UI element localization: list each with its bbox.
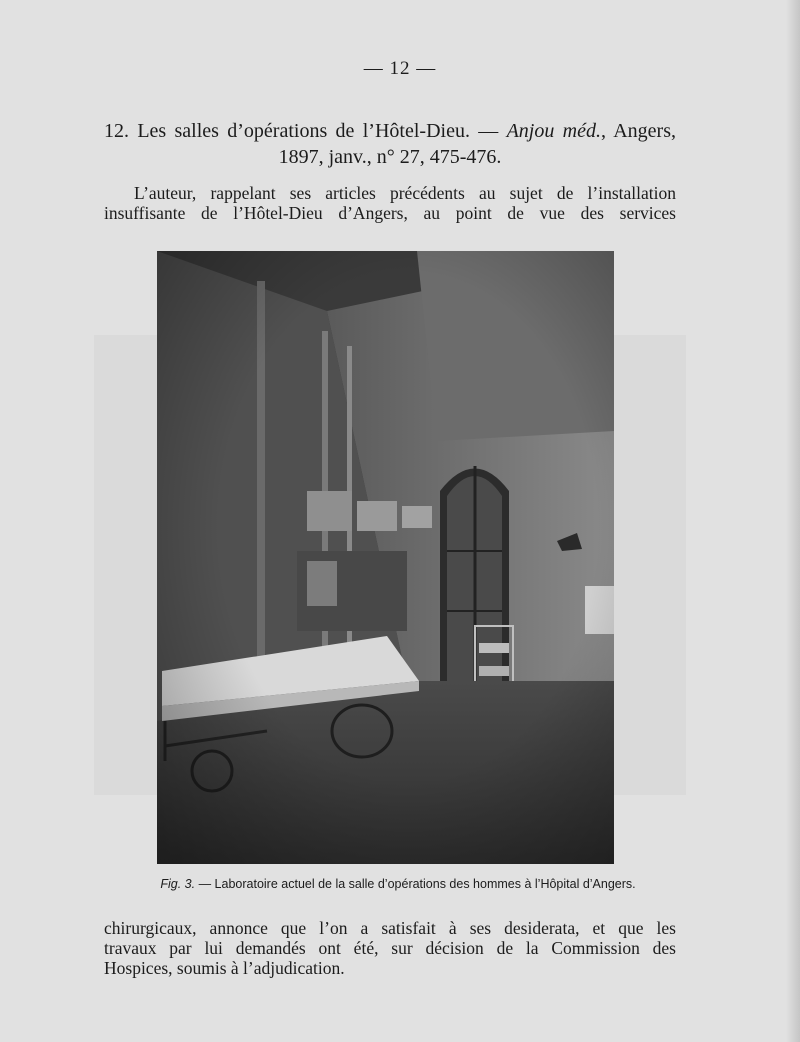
summary-paragraph	[104, 183, 676, 223]
paragraph-line: L’auteur, rappelant ses articles précédents au sujet de l’installation	[134, 183, 676, 203]
page-number: — 12 —	[363, 58, 437, 79]
figure-label: Fig. 3.	[160, 877, 196, 891]
continuation-paragraph	[104, 918, 676, 978]
bleed-through-left	[94, 335, 158, 795]
title-citation: 1897, janv., n° 27, 475-476.	[278, 146, 502, 168]
figure-caption-text: — Laboratoire actuel de la salle d’opérations des hommes à l’Hôpital d’Angers.	[195, 877, 636, 891]
photo-illustration	[157, 251, 614, 864]
article-title	[104, 118, 676, 170]
operating-room-photograph	[157, 251, 614, 864]
paragraph-line: Hospices, soumis à l’adjudication.	[104, 958, 345, 978]
title-lead: 12. Les salles d’opérations de l’Hôtel-Dieu. —	[104, 120, 499, 142]
title-line-1	[104, 118, 676, 144]
bleed-through-right	[614, 335, 686, 795]
journal-name: Anjou méd.	[506, 120, 602, 142]
paragraph-line: chirurgicaux, annonce que l’on a satisfait à ses desiderata, et que les	[104, 918, 676, 938]
paragraph-line: insuffisante de l’Hôtel-Dieu d’Angers, au point de vue des services	[104, 203, 676, 223]
journal-city: , Angers,	[601, 120, 676, 142]
figure-caption	[128, 877, 668, 891]
page-edge-shadow	[786, 0, 800, 1042]
paragraph-line: travaux par lui demandés ont été, sur décision de la Commission des	[104, 938, 676, 958]
